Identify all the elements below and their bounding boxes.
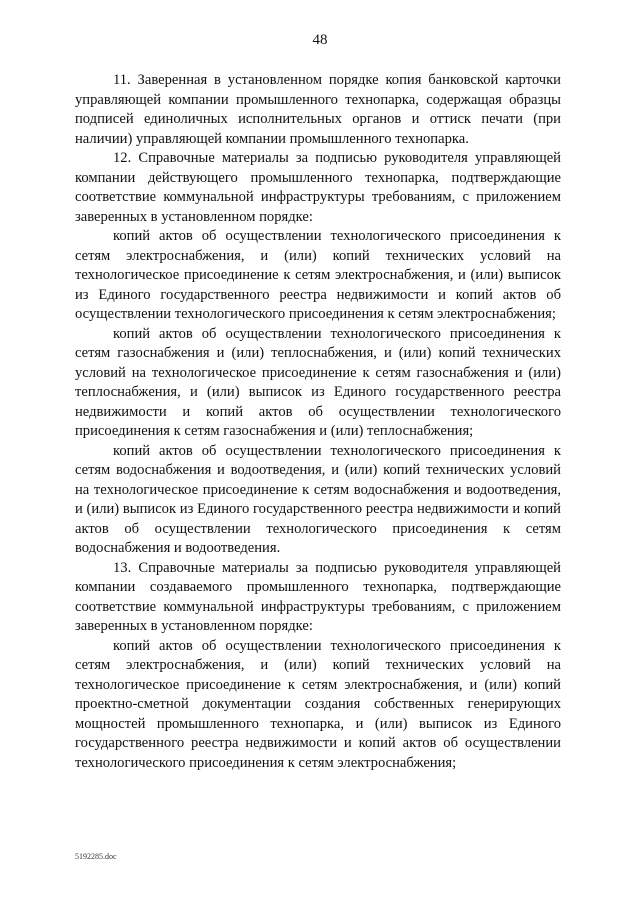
paragraph-item-12-water: копий актов об осуществлении технологического присоединения к сетям водоснабжения и водоотведения, и (или) копий технических условий на технологическое присоединение к сетям водоснабжения и водоотведения, и (или) выписок из Единого государственного реестра недвижимости и копий актов об осуществлении технологического присоединения к сетям водоснабжения и водоотведения. xyxy=(75,442,561,556)
paragraph-item-13-electricity: копий актов об осуществлении технологического присоединения к сетям электроснабжения, и (или) копий технических условий на технологическое присоединение к сетям электроснабжения, и (или) копий проектно-сметной документации создания собственных генерирующих мощностей промышленного технопарка, и (или) выписок из Единого государственного реестра недвижимости и копий актов об осуществлении технологического присоединения к сетям электроснабжения; xyxy=(75,637,561,771)
paragraph-item-13: 13. Справочные материалы за подписью руководителя управляющей компании создаваемого промышленного технопарка, подтверждающие соответствие коммунальной инфраструктуры требованиям, с приложением заверенных в установленном порядке: xyxy=(75,559,561,634)
paragraph-item-11: 11. Заверенная в установленном порядке копия банковской карточки управляющей компании промышленного технопарка, содержащая образцы подписей единоличных исполнительных органов и оттиск печати (при наличии) управляющей компании промышленного технопарка. xyxy=(75,72,561,147)
page-number: 48 xyxy=(312,32,328,48)
paragraph-item-12-gas-heat: копий актов об осуществлении технологического присоединения к сетям газоснабжения и (или) теплоснабжения, и (или) копий технических условий на технологическое присоединение к сетям газоснабжения и (или) теплоснабжения, и (или) выписок из Единого государственного реестра недвижимости и копий актов об осуществлении технологического присоединения к сетям газоснабжения и (или) теплоснабжения; xyxy=(75,325,561,439)
paragraph-item-12: 12. Справочные материалы за подписью руководителя управляющей компании действующего промышленного технопарка, подтверждающие соответствие коммунальной инфраструктуры требованиям, с приложением заверенных в установленном порядке: xyxy=(75,150,561,225)
paragraph-item-12-electricity: копий актов об осуществлении технологического присоединения к сетям электроснабжения, и (или) копий технических условий на технологическое присоединение к сетям электроснабжения, и (или) выписок из Единого государственного реестра недвижимости и копий актов об осуществлении технологического присоединения к сетям электроснабжения; xyxy=(75,228,561,322)
footer-file-code: 5192285.doc xyxy=(75,852,117,861)
document-body xyxy=(75,71,561,773)
